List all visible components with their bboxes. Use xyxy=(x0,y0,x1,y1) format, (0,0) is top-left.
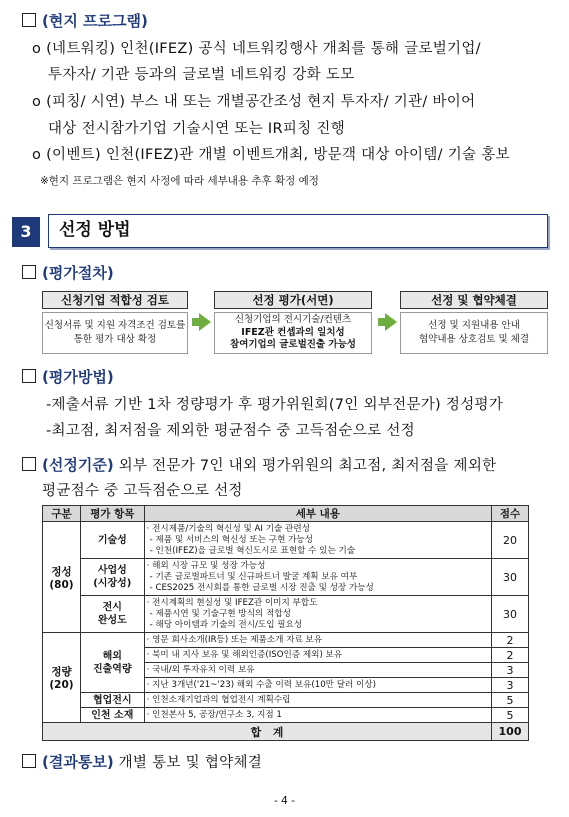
step-line-bold: IFEZ관 컨셉과의 일치성 xyxy=(241,326,345,338)
local-program-item-2-line1: o (피칭/ 시연) 부스 내 또는 개별공간조성 현지 투자자/ 기관/ 바이어 xyxy=(32,94,476,110)
local-program-item-1-line1: o (네트워킹) 인천(IFEZ) 공식 네트워킹행사 개최를 통해 글로벌기업/ xyxy=(32,41,481,57)
table-row xyxy=(43,596,529,633)
detail-cell: · 국내/외 투자유치 이력 보유 xyxy=(144,663,491,678)
detail-cell: · 인천소재기업과의 협업전시 계획수립 xyxy=(144,693,491,708)
item-label: 해외 xyxy=(102,650,122,662)
detail-cell xyxy=(144,559,491,596)
table-row xyxy=(43,522,529,559)
checkbox-square-icon xyxy=(22,13,36,27)
detail-cell xyxy=(144,596,491,633)
score-cell: 30 xyxy=(492,596,529,633)
detail-cell: · 북미 내 지사 보유 및 해외인증(ISO인증 제외) 보유 xyxy=(144,648,491,663)
step-body xyxy=(400,312,548,354)
item-cell: 협업전시 xyxy=(80,693,144,708)
procedure-heading: (평가절차) xyxy=(22,262,114,283)
item-cell xyxy=(80,559,144,596)
criteria-heading: (선정기준) 외부 전문가 7인 내외 평가위원의 최고점, 최저점을 제외한 xyxy=(22,454,496,475)
detail-line: - CES2025 전시회를 통한 글로벌 시장 진출 및 성장 가능성 xyxy=(149,582,374,593)
step-title: 선정 평가(서면) xyxy=(214,291,372,309)
step-body xyxy=(42,312,188,354)
arrow-right-icon xyxy=(385,313,397,331)
step-line: 협약내용 상호검토 및 체결 xyxy=(418,334,529,345)
table-header-row xyxy=(43,506,529,522)
header-detail: 세부 내용 xyxy=(144,506,491,522)
result-heading: (결과통보) 개별 통보 및 협약체결 xyxy=(22,751,262,772)
procedure-step-1 xyxy=(42,291,188,354)
category-label: 정량 xyxy=(51,666,72,678)
checkbox-square-icon xyxy=(22,265,36,279)
category-quantitative xyxy=(43,633,81,723)
method-heading: (평가방법) xyxy=(22,366,114,387)
local-program-item-2-line2: 대상 전시참가기업 기술시연 또는 IR피칭 진행 xyxy=(48,121,346,137)
method-line-2: -최고점, 최저점을 제외한 평균점수 중 고득점순으로 선정 xyxy=(46,423,415,439)
procedure-step-3 xyxy=(400,291,548,354)
local-program-item-3-line1: o (이벤트) 인천(IFEZ)관 개별 이벤트개최, 방문객 대상 아이템/ 기술 홍보 xyxy=(32,147,510,163)
detail-line: - 제품시연 및 기술구현 방식의 적합성 xyxy=(149,608,291,619)
table-row xyxy=(43,559,529,596)
step-body xyxy=(214,312,372,354)
category-label: 정성 xyxy=(51,565,72,578)
score-cell: 30 xyxy=(492,559,529,596)
total-score: 100 xyxy=(492,723,529,741)
table-row xyxy=(43,708,529,723)
table-total-row xyxy=(43,723,529,741)
local-program-note: ※현지 프로그램은 현지 사정에 따라 세부내용 추후 확정 예정 xyxy=(40,175,319,187)
score-cell: 5 xyxy=(492,693,529,708)
step-line: 신청기업의 전시기술/컨텐츠 xyxy=(234,314,352,326)
item-label: 완성도 xyxy=(97,615,127,626)
page-number: - 4 - xyxy=(274,795,295,807)
score-cell: 3 xyxy=(492,663,529,678)
score-cell: 2 xyxy=(492,633,529,648)
item-cell xyxy=(80,522,144,559)
criteria-text-line2: 평균점수 중 고득점순으로 선정 xyxy=(42,483,243,499)
step-title: 신청기업 적합성 검토 xyxy=(42,291,188,309)
section-number: 3 xyxy=(12,217,40,247)
table-row xyxy=(43,693,529,708)
header-category: 구분 xyxy=(43,506,81,522)
score-cell: 20 xyxy=(492,522,529,559)
detail-line: · 전시계획의 현실성 및 IFEZ관 이미지 부합도 xyxy=(146,597,318,608)
score-cell: 3 xyxy=(492,678,529,693)
evaluation-table xyxy=(42,505,529,741)
item-label: 기술성 xyxy=(97,534,127,546)
category-points: (20) xyxy=(49,679,74,691)
detail-line: - 인천(IFEZ)을 글로벌 혁신도시로 표현할 수 있는 기술 xyxy=(149,545,356,556)
local-program-item-1-line2: 투자자/ 기관 등과의 글로벌 네트워킹 강화 도모 xyxy=(48,67,355,83)
category-points: (80) xyxy=(49,578,74,591)
local-program-heading: (현지 프로그램) xyxy=(22,10,148,31)
item-label: (시장성) xyxy=(93,578,132,589)
method-line-1: -제출서류 기반 1차 정량평가 후 평가위원회(7인 외부전문가) 정성평가 xyxy=(46,397,504,413)
detail-cell: · 영문 회사소개(IR등) 또는 제품소개 자료 보유 xyxy=(144,633,491,648)
checkbox-square-icon xyxy=(22,754,36,768)
item-cell xyxy=(80,633,144,693)
procedure-step-2 xyxy=(214,291,372,354)
detail-line: - 해당 아이템과 기술의 전시/도입 필요성 xyxy=(149,619,303,630)
item-cell xyxy=(80,596,144,633)
score-cell: 2 xyxy=(492,648,529,663)
step-title: 선정 및 협약체결 xyxy=(400,291,548,309)
detail-line: - 제품 및 서비스의 혁신성 또는 구현 가능성 xyxy=(149,534,314,545)
checkbox-square-icon xyxy=(22,369,36,383)
header-item: 평가 항목 xyxy=(80,506,144,522)
step-line-bold: 참여기업의 글로벌진출 가능성 xyxy=(230,339,356,351)
item-cell: 인천 소재 xyxy=(80,708,144,723)
detail-line: · 해외 시장 규모 및 성장 가능성 xyxy=(146,560,266,571)
total-label: 합 계 xyxy=(43,723,492,741)
detail-cell: · 지난 3개년('21~'23) 해외 수출 이력 보유(10만 달러 이상) xyxy=(144,678,491,693)
section-title: 선정 방법 xyxy=(48,214,548,248)
category-qualitative xyxy=(43,522,81,633)
table-row xyxy=(43,633,529,648)
item-label: 사업성 xyxy=(97,565,127,576)
detail-line: · 전시제품/기술의 혁신성 및 AI 기술 관련성 xyxy=(146,523,310,534)
header-score: 점수 xyxy=(492,506,529,522)
step-line: 통한 평가 대상 확정 xyxy=(73,334,157,345)
criteria-text: 외부 전문가 7인 내외 평가위원의 최고점, 최저점을 제외한 xyxy=(113,458,497,474)
item-label: 전시 xyxy=(102,602,122,613)
item-label: 진출역량 xyxy=(92,663,132,675)
result-text: 개별 통보 및 협약체결 xyxy=(113,755,263,771)
detail-line: - 기존 글로벌파트너 및 신규파트너 발굴 계획 보유 여부 xyxy=(149,571,358,582)
step-line: 선정 및 지원내용 안내 xyxy=(428,320,520,331)
arrow-right-icon xyxy=(199,313,211,331)
step-line: 신청서류 및 지원 자격조건 검토를 xyxy=(44,320,186,331)
checkbox-square-icon xyxy=(22,457,36,471)
detail-cell: · 인천본사 5, 공장/연구소 3, 지점 1 xyxy=(144,708,491,723)
score-cell: 5 xyxy=(492,708,529,723)
detail-cell xyxy=(144,522,491,559)
